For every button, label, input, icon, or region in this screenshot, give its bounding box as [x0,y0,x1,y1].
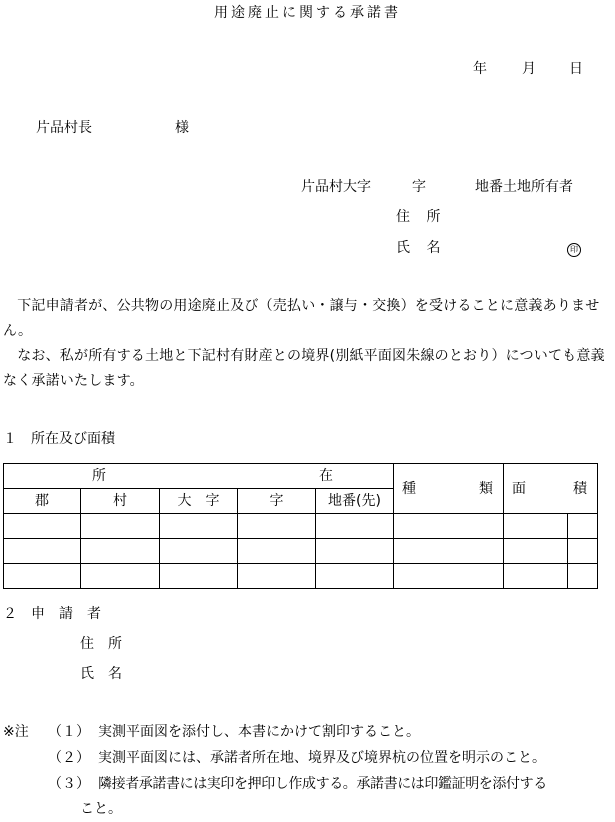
seal-mark [567,241,581,257]
table-cell [160,564,238,589]
kind-header-char-2: 類 [479,480,494,497]
owner-location: 片品村大字 [301,179,371,195]
location-header-right: 在 [319,468,334,484]
location-area-table [3,463,598,589]
owner-name-label: 氏 名 [396,240,447,256]
applicant-address-label: 住 所 [80,636,122,652]
table-cell [316,514,394,539]
section1-heading: １ 所在及び面積 [3,431,115,447]
table-cell [568,539,598,564]
section2-heading: ２ 申 請 者 [3,606,101,622]
applicant-name-label: 氏 名 [80,666,122,682]
table-cell [316,539,394,564]
table-row [4,514,598,539]
addressee-honorific: 様 [175,120,189,136]
table-header-row-1 [4,464,598,489]
area-header [504,464,598,514]
table-cell [4,564,81,589]
table-cell [160,539,238,564]
kind-header [394,464,504,514]
note-1-text: 実測平面図を添付し、本書にかけて割印すること。 [98,724,420,740]
location-header-left: 所 [92,468,106,484]
date-month-label: 月 [522,61,536,77]
notes-prefix: ※注 [3,724,29,740]
table-cell [394,564,504,589]
table-cell [160,514,238,539]
table-cell [568,514,598,539]
area-header-char-2: 積 [573,480,588,497]
table-cell [81,564,160,589]
column-header-aza: 字 [238,489,316,514]
date-year-label: 年 [473,61,487,77]
table-cell [394,514,504,539]
seal-text: 印 [567,243,581,257]
note-3-continuation: こと。 [80,801,122,817]
note-3-text: 隣接者承諾書には実印を押印し作成する。承諾書には印鑑証明を添付する [98,776,547,792]
location-header [4,464,394,489]
table-cell [394,539,504,564]
table-cell [238,539,316,564]
note-2-text: 実測平面図には、承諾者所在地、境界及び境界杭の位置を明示のこと。 [98,750,546,766]
owner-role: 地番土地所有者 [475,179,573,195]
body-paragraph-1: 下記申請者が、公共物の用途廃止及び（売払い・譲与・交換）を受けることに意義ありません。 [3,298,600,339]
table-cell [568,564,598,589]
kind-header-char-1: 種 [402,480,417,497]
note-2-number: （２） [48,750,90,766]
table-row [4,564,598,589]
table-cell [81,539,160,564]
table-cell [504,514,568,539]
owner-aza: 字 [412,179,426,195]
addressee-village-head: 片品村長 [36,120,92,136]
column-header-gun: 郡 [4,489,81,514]
note-3-number: （３） [48,776,90,792]
table-cell [504,564,568,589]
table-cell [4,539,81,564]
table-cell [4,514,81,539]
table-cell [504,539,568,564]
owner-address-label: 住 所 [396,209,447,225]
table-cell [238,564,316,589]
table-cell [81,514,160,539]
date-day-label: 日 [569,61,583,77]
table-cell [238,514,316,539]
table-cell [316,564,394,589]
page-title: 用途廃止に関する承諾書 [214,5,401,21]
column-header-chiban: 地番(先) [316,489,394,514]
note-1-number: （１） [48,724,90,740]
column-header-mura: 村 [81,489,160,514]
body-paragraph-2: なお、私が所有する土地と下記村有財産との境界(別紙平面図朱線のとおり）についても意義なく承諾いたします。 [3,348,605,389]
area-header-char-1: 面 [512,480,527,497]
table-row [4,539,598,564]
column-header-oaza: 大 字 [160,489,238,514]
